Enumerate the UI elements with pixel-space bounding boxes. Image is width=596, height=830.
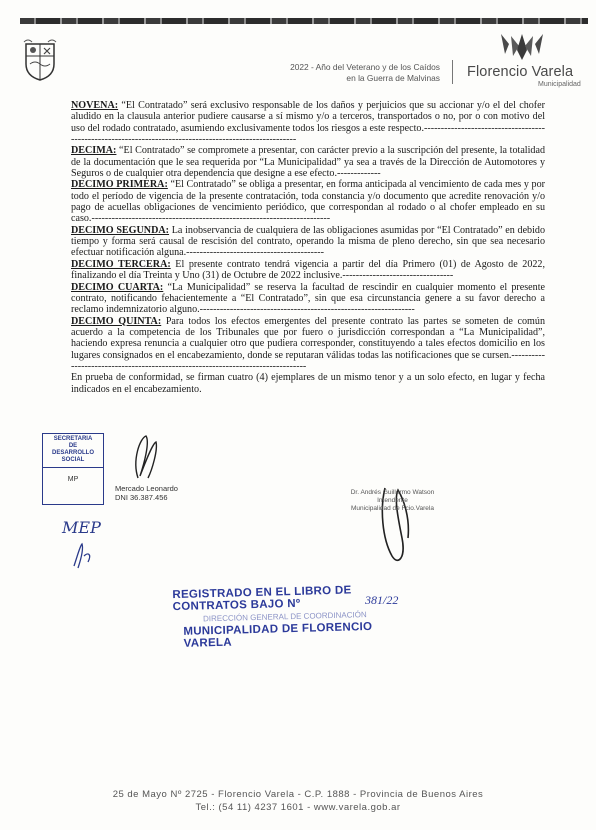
register-stamp-line-2: DIRECCIÓN GENERAL DE COORDINACIÓN <box>202 610 367 624</box>
clause-decima <box>71 145 545 179</box>
clause-label: DECIMA: <box>71 145 117 157</box>
clause-label: DECIMO CUARTA: <box>71 281 164 293</box>
clause-label: DECIMO TERCERA: <box>71 258 171 270</box>
florencio-varela-logo-icon <box>497 32 547 62</box>
year-motto-line-1: 2022 - Año del Veterano y de los Caídos <box>290 62 440 72</box>
secretaria-stamp <box>42 433 104 505</box>
clause-text: El presente contrato tendrá vigencia a partir del día Primero (01) de Agosto de 2022, finalizando el día Treinta y Uno (31) de Octubre de 2022 inclusive.--------------------------------- <box>71 258 545 282</box>
register-number: 381/22 <box>365 593 399 607</box>
clause-label: DECIMO PRIMERA: <box>71 179 168 191</box>
clause-decimo-cuarta <box>71 282 545 316</box>
stamp-line-3: DESARROLLO SOCIAL <box>52 450 94 463</box>
year-motto-line-2: en la Guerra de Malvinas <box>346 73 440 83</box>
stamp-header <box>43 434 103 468</box>
closing-paragraph: En prueba de conformidad, se firman cuatro (4) ejemplares de un mismo tenor y a un solo efecto, en lugar y fecha indicados en el encabezamiento. <box>71 372 545 395</box>
clause-novena <box>71 100 545 145</box>
clause-label: DECIMO SEGUNDA: <box>71 224 170 236</box>
signatory-left-name: Mercado Leonardo <box>115 484 178 493</box>
signatory-left-dni: DNI 36.387.456 <box>115 493 168 502</box>
clause-label: DECIMO QUINTA: <box>71 315 162 327</box>
clause-decimo-quinta <box>71 316 545 373</box>
signatory-right <box>335 489 450 513</box>
clause-text: “El Contratado” se obliga a presentar, en forma anticipada al vencimiento de cada mes y por todo el período de vigencia de la presente contratación, toda constancia y/o documento que acredite renovación y/o pago de acuellas obligaciones de vencimiento periódico, que correspondan al rodado o al chofer empleado en su caso.----------------------------------------------------------------------- <box>71 179 545 225</box>
handwritten-mep <box>60 515 105 539</box>
clause-text: “El Contratado” será exclusivo responsable de los daños y perjuicios que su accionar y/o el del chofer aludido en la clausula anterior pudiere causarse a sí mismo y/o a terceros, transportados o no, por o con motivo del uso del rodado contratado, asumiendo exclusivamente todos los riesgos a este respecto.------------------------------------------------------------------------------------------------------- <box>71 100 545 146</box>
year-motto <box>230 62 440 84</box>
footer-contact: Tel.: (54 11) 4237 1601 - www.varela.gob.ar <box>195 802 401 813</box>
stamp-line-2: DE <box>68 443 78 449</box>
logo-subtitle: Municipalidad <box>538 81 581 88</box>
clause-text: La inobservancia de cualquiera de las obligaciones asumidas por “El Contratado” en debido tiempo y forma será causal de rescisión del contrato, operando la misma de pleno derecho, sin que sea necesario efectuar notificación alguna.----------------------------------------- <box>71 224 545 259</box>
clause-decimo-segunda <box>71 225 545 259</box>
signatory-right-org: Municipalidad de Fcio.Varela <box>351 505 434 512</box>
scan-edge-bar <box>20 18 588 24</box>
stamp-initials: MP <box>67 476 79 483</box>
signatory-right-name: Dr. Andrés Guillermo Watson <box>350 489 435 496</box>
logo-name: Florencio Varela <box>467 64 574 80</box>
header-divider <box>452 60 453 84</box>
signature-left <box>110 430 180 485</box>
clause-label: NOVENA: <box>71 100 119 111</box>
handwritten-mep-text: MEP <box>62 518 101 537</box>
clause-text: Para todos los efectos emergentes del presente contrato las partes se someten de común acuerdo a la competencia de los Tribunales que por fuero o jurisdicción correspondan a “La Municipalidad”, haciendo expresa renuncia a cualquier otro que pudiera corresponder, constituyendo a tales efectos domicilio en los lugares consignados en el encabezamiento, donde se reputaran válidas todas las notificaciones que se cursen.-------------------------------------------------------------------------------- <box>71 315 545 372</box>
signatory-left <box>115 484 185 502</box>
footer-address: 25 de Mayo Nº 2725 - Florencio Varela - C.P. 1888 - Provincia de Buenos Aires <box>112 789 484 800</box>
register-stamp-line-1: REGISTRADO EN EL LIBRO DE CONTRATOS BAJO Nº <box>172 584 352 614</box>
signatory-right-title: Intendente <box>377 497 408 504</box>
clause-decimo-primera <box>71 179 545 224</box>
handwritten-initial <box>64 540 104 570</box>
register-stamp-line-3: MUNICIPALIDAD DE FLORENCIO VARELA <box>183 620 373 650</box>
clause-text: “La Municipalidad” se reserva la facultad de rescindir en cualquier momento el presente contrato, notificando fehacientemente a “El Contratado”, sin que esa circunstancia genere a su favor derecho a reclamo indemnizatorio alguno.---------------------------------------------------------------- <box>71 281 545 316</box>
stamp-line-1: SECRETARIA <box>53 436 93 442</box>
contract-body <box>71 100 545 395</box>
clause-text: “El Contratado” se compromete a presentar, con carácter previo a la suscripción del presente, la totalidad de la documentación que le sea requerida por “La Municipalidad” ya sea a través de la Dirección de Automotores y Seguros o de cualquier otra dependencia que designe a ese efecto.------------- <box>71 145 545 180</box>
clause-decimo-tercera <box>71 259 545 282</box>
municipal-crest-icon <box>22 38 58 82</box>
